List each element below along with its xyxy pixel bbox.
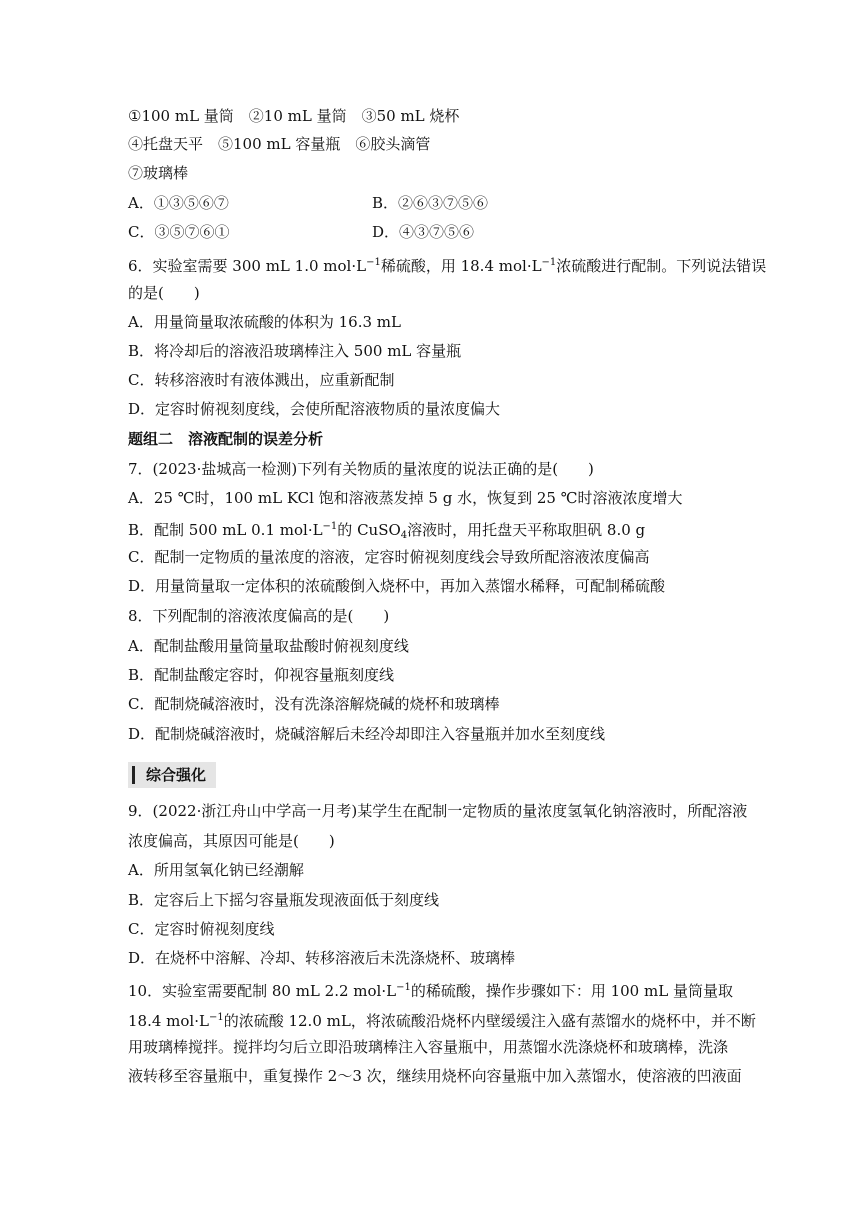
q9-option-c: C．定容时俯视刻度线 (128, 920, 275, 938)
q10-line1: 10．实验室需要配制 80 mL 2.2 $mol\cdot L^{-1}$的稀硫酸，操作步骤如下：用 100 mL 量筒量取 (128, 982, 733, 1000)
q8-option-d: D．配制烧碱溶液时，烧碱溶解后未经冷却即注入容量瓶并加水至刻度线 (128, 725, 606, 743)
section-heading-group2: 题组二 溶液配制的误差分析 (128, 430, 324, 448)
q7-option-c: C．配制一定物质的量浓度的溶液，定容时俯视刻度线会导致所配溶液浓度偏高 (128, 548, 650, 566)
q9-stem-line2: 浓度偏高，其原因可能是( ) (128, 832, 335, 850)
badge-label: 综合强化 (146, 766, 207, 784)
q8-option-b: B．配制盐酸定容时，仰视容量瓶刻度线 (128, 666, 395, 684)
q5-items-line3: ⑦玻璃棒 (128, 164, 189, 182)
q6-option-a: A．用量筒量取浓硫酸的体积为 16.3 mL (128, 313, 401, 331)
q9-option-a: A．所用氢氧化钠已经潮解 (128, 861, 304, 879)
q10-line3: 用玻璃棒搅拌。搅拌均匀后立即沿玻璃棒注入容量瓶中，用蒸馏水洗涤烧杯和玻璃棒，洗涤 (128, 1038, 729, 1056)
q10-line2: 18.4 $mol\cdot L^{-1}$的浓硫酸 12.0 mL，将浓硫酸沿烧杯内壁缓缓注入盛有蒸馏水的烧杯中，并不断 (128, 1012, 756, 1030)
q7-option-d: D．用量筒量取一定体积的浓硫酸倒入烧杯中，再加入蒸馏水稀释，可配制稀硫酸 (128, 577, 666, 595)
q5-option-c: C．③⑤⑦⑥① (128, 223, 230, 241)
q6-stem-line2: 的是( ) (128, 284, 200, 302)
q8-option-a: A．配制盐酸用量筒量取盐酸时俯视刻度线 (128, 637, 409, 655)
q6-option-c: C．转移溶液时有液体溅出，应重新配制 (128, 371, 395, 389)
q5-items-line1: ①100 mL 量筒 ②10 mL 量筒 ③50 mL 烧杯 (128, 107, 460, 125)
q10-line4: 液转移至容量瓶中，重复操作 2～3 次，继续用烧杯向容量瓶中加入蒸馏水，使溶液的凹液面 (128, 1067, 742, 1085)
q5-items-line2: ④托盘天平 ⑤100 mL 容量瓶 ⑥胶头滴管 (128, 135, 431, 153)
q5-option-b: B．②⑥③⑦⑤⑥ (372, 194, 489, 212)
q6-sup-2: −1 (541, 257, 557, 268)
q8-option-c: C．配制烧碱溶液时，没有洗涤溶解烧碱的烧杯和玻璃棒 (128, 695, 500, 713)
section-badge-comprehensive (128, 762, 216, 788)
q9-option-b: B．定容后上下摇匀容量瓶发现液面低于刻度线 (128, 891, 440, 909)
q7-option-a: A．25 ℃时，100 mL KCl 饱和溶液蒸发掉 5 g 水，恢复到 25 ℃时溶液浓度增大 (128, 489, 683, 507)
q8-stem: 8．下列配制的溶液浓度偏高的是( ) (128, 607, 390, 625)
q7-stem: 7．(2023·盐城高一检测)下列有关物质的量浓度的说法正确的是( ) (128, 460, 594, 478)
q6-sup-1: −1 (366, 257, 381, 268)
q5-option-d: D．④③⑦⑤⑥ (372, 223, 475, 241)
q6-stem-line1: 6．实验室需要 300 mL 1.0 $mol\cdot L^{-1}$稀硫酸，用 18.4 $mol\cdot L^{-1}$浓硫酸进行配制。下列说法错误 (128, 257, 767, 275)
q9-stem-line1: 9．(2022·浙江舟山中学高一月考)某学生在配制一定物质的量浓度氢氧化钠溶液时，所配溶液 (128, 802, 748, 820)
q7-option-b: B．配制 500 mL 0.1 $mol\cdot L^{-1}$的 CuSO$_4$溶液时，用托盘天平称取胆矾 8.0 g (128, 521, 646, 541)
q6-option-d: D．定容时俯视刻度线，会使所配溶液物质的量浓度偏大 (128, 400, 501, 418)
badge-bar (132, 766, 135, 784)
q5-option-a: A．①③⑤⑥⑦ (128, 194, 229, 212)
q9-option-d: D．在烧杯中溶解、冷却、转移溶液后未洗涤烧杯、玻璃棒 (128, 949, 516, 967)
q6-option-b: B．将冷却后的溶液沿玻璃棒注入 500 mL 容量瓶 (128, 342, 462, 360)
